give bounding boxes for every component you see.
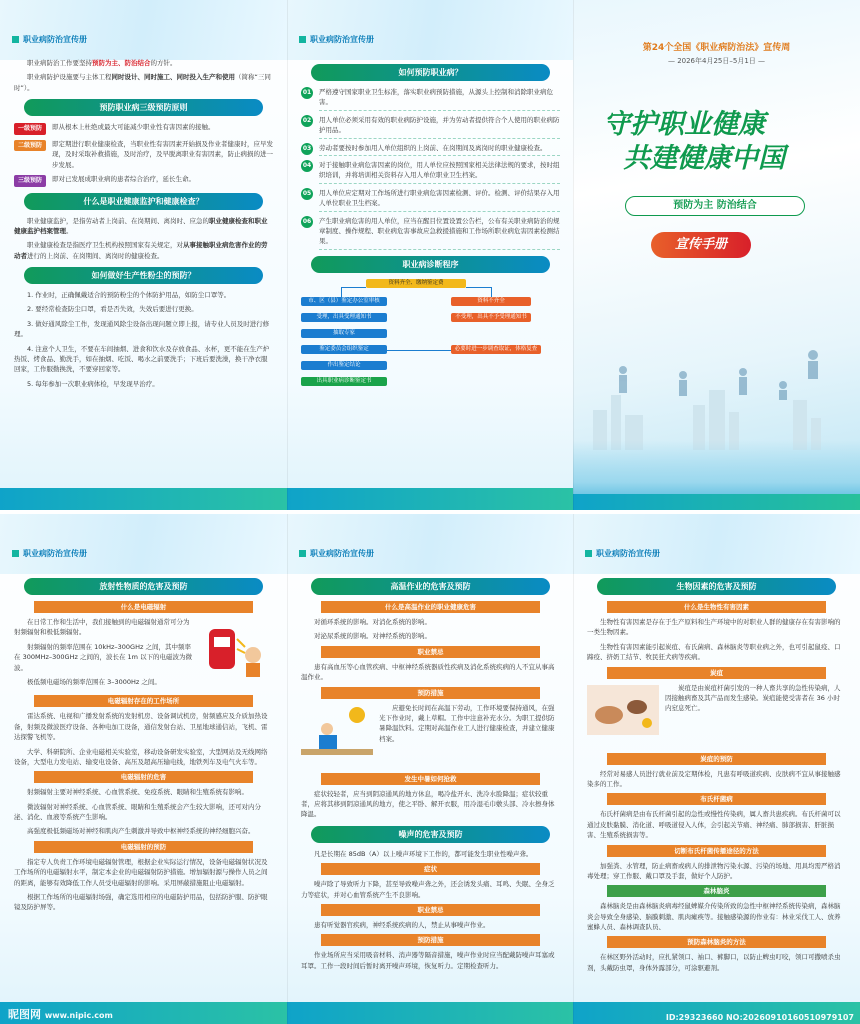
header-square-icon bbox=[12, 550, 19, 557]
section-title-heat: 高温作业的危害及预防 bbox=[311, 578, 550, 595]
sub-title: 什么是高温作业的职业健康危害 bbox=[321, 601, 540, 613]
flow-step: 鉴定委员会组织鉴定 bbox=[301, 345, 387, 355]
flow-step: 受理，出具受理通知书 bbox=[301, 313, 387, 323]
list-item: 03 劳动者要按时参加用人单位组织的上岗前、在岗期间及离岗时的职业健康检查。 bbox=[301, 143, 560, 156]
section-title-three-levels: 预防职业病三级预防原则 bbox=[24, 99, 263, 116]
monitor-paragraph-1: 职业健康监护，是指劳动者上岗前、在岗期间、离岗时、应急的职业健康检查和职业健康监护档案管理。 bbox=[14, 216, 268, 235]
handbook-badge: 宣传手册 bbox=[651, 232, 751, 258]
sub-title: 切断布氏杆菌传播途径的方法 bbox=[607, 845, 826, 857]
panel-radiation: 职业病防治宣传册 放射性物质的危害及预防 什么是电磁辐射 在日常工作和生活中，我们接触到的电磁辐射通常可分为射频辐射和极低频辐射。 射频辐射的频率范围在 10kHz–300GHz 之间，其中频率在 300MHz–300GHz 之间的，波长在 1m 以下的电磁波为微波。 极低频电磁场的频率范围在 3–3000Hz 之间。 电磁辐射存在的工作场所 雷达系统、电视和广播发射系统的发射机房、设备调试机房，射频感应及介质加热设备，射频及微波医疗设备、各种电加工设备，通信发射台站、卫星地球通信站，飞机、雷达探警飞机等。 大学、科研院所、企业电磁相关实验室，移动设备研发实验室，大型网站及无线网络设备，大型电力发电站、输变电设备、高压及超高压输电线，地铁列车及电气火车等。 电磁辐射的危害 射频辐射主要对神经系统、心血管系统、免疫系统、眼睛和生殖系统有影响。 微波辐射对神经系统、心血管系统、眼睛和生殖系统会产生较大影响，还可对内分泌、消化、血液等系统产生影响。 高强度极低频磁场对神经和肌肉产生刺激并导致中枢神经系统的神经细胞兴奋。 电磁辐射的预防 指定专人负责工作环境电磁辐射管理，根据企业实际运行情况，设备电磁辐射状况及工作场所的电磁辐射水平，制定本企业的电磁辐射防护措施。增加辐射源与操作人员之间的距离，能够有效降低工作人员受电磁辐射的影响。采用屏蔽措施阻止电磁辐射。 根据工作场所的电磁辐射场强，确定选用相应的电磁防护用品，包括防护服、防护眼镜及防护屏等。 bbox=[0, 514, 287, 1024]
event-title: 第24个全国《职业病防治法》宣传周 bbox=[642, 43, 791, 53]
brochure-outside-sheet bbox=[0, 0, 860, 510]
sub-title: 职业禁忌 bbox=[321, 904, 540, 916]
list-item: 05 用人单位应定期对工作场所进行职业病危害因素检测、评价。检测、评价结果存入用人单位职业卫生档案。 bbox=[301, 188, 560, 212]
flow-end: 出具职业病诊断鉴定书 bbox=[301, 377, 387, 387]
sub-title: 炭疽的预防 bbox=[607, 753, 826, 765]
section-title-health-monitoring: 什么是职业健康监护和健康检查？ bbox=[24, 193, 263, 210]
header-square-icon bbox=[299, 550, 306, 557]
flow-start: 资料齐全、缴纳鉴定费 bbox=[366, 279, 466, 289]
dust-item: 1. 作业时，正确佩戴适合的预防粉尘的个体防护用品，如防尘口罩等。 bbox=[27, 291, 231, 300]
header-square-icon bbox=[12, 36, 19, 43]
section-title-biological: 生物因素的危害及预防 bbox=[597, 578, 836, 595]
section-title-dust: 如何做好生产性粉尘的预防？ bbox=[24, 267, 263, 284]
panel-heat-noise: 职业病防治宣传册 高温作业的危害及预防 什么是高温作业的职业健康危害 对循环系统的影响。对消化系统的影响。 对泌尿系统的影响。对神经系统的影响。 职业禁忌 患有高血压等心血管疾病、中枢神经系统器质性疾病及消化系统疾病的人不宜从事高温作业。 预防措施 应避免长时间在高温下劳动，工作环境要保持通风，在强光下作业时，戴上草帽。工作中注意补充水分。为职工提供防暑降温饮料。定期对高温作业工人进行健康检查，并建立健康档案。 发生中暑如何抢救 症状较轻者，应当到阴凉通风的地方休息，喝冷盐开水、洗冷水脸降温；症状较重者，应将其移到阴凉通风的地方，使之平卧、解开衣服，用冷湿毛巾敷头部、冷水擦身体降温。 噪声的危害及预防 凡是长期在 85dB（A）以上噪声环境下工作的，都可能发生职业性噪声聋。 症状 噪声除了导致听力下降，甚至导致噪声聋之外，还会诱发头痛、耳鸣、失眠、全身乏力等症状，并对心血管系统产生不良影响。 职业禁忌 患有听觉器官疾病，神经系统疾病的人，禁止从事噪声作业。 预防措施 作业场所应当采用吸音材料、消声器等隔音措施，噪声作业时应当配戴防噪声耳塞或耳罩。工作一段时间后暂时离开噪声环境，恢复听力。定期检查听力。 bbox=[287, 514, 574, 1024]
sub-title: 预防措施 bbox=[321, 934, 540, 946]
sub-title: 电磁辐射的危害 bbox=[34, 771, 253, 783]
panel-cover bbox=[573, 0, 860, 510]
sub-title: 布氏杆菌病 bbox=[607, 793, 826, 805]
header-square-icon bbox=[585, 550, 592, 557]
sub-title: 什么是生物性有害因素 bbox=[607, 601, 826, 613]
section-title-prevent: 如何预防职业病？ bbox=[311, 64, 550, 81]
sub-title: 什么是电磁辐射 bbox=[34, 601, 253, 613]
workers-silhouette-icon bbox=[603, 330, 843, 410]
sub-title: 预防措施 bbox=[321, 687, 540, 699]
dust-item: 5. 每年参加一次职业病体检，早发现早治疗。 bbox=[27, 379, 159, 388]
panel-principles bbox=[0, 0, 287, 510]
sub-title: 发生中暑如何抢救 bbox=[321, 773, 540, 785]
intro-paragraph-1: 职业病防治工作要坚持预防为主、防治结合的方针。 bbox=[27, 59, 177, 67]
sub-title: 症状 bbox=[321, 863, 540, 875]
dust-item: 3. 做好通风除尘工作，发现通风除尘设备出现问题立即上报，请专业人员及时进行修理。 bbox=[14, 319, 270, 339]
sub-title: 职业禁忌 bbox=[321, 646, 540, 658]
event-date: — 2026年4月25日–5月1日 — bbox=[667, 57, 766, 65]
watermark-logo: 昵图网 www.nipic.com bbox=[8, 1008, 113, 1021]
brochure-inside-sheet bbox=[0, 514, 860, 1024]
dust-item: 4. 注意个人卫生，不要在车间抽烟、进食和饮水及存放食品、水杯，更不能在生产炉热饭、烤食品、勤洗手，如在抽烟、吃饭、喝水之前要洗手；下班后要洗澡，换干净衣服回家，工作服勤换洗，不要穿回家等。 bbox=[14, 344, 270, 374]
section-title-noise: 噪声的危害及预防 bbox=[311, 826, 550, 843]
sub-title: 电磁辐射存在的工作场所 bbox=[34, 695, 253, 707]
dust-item: 2. 要经常检查防尘口罩，看是否失效，失效后要进行更换。 bbox=[27, 305, 198, 314]
level-item: 二级预防 即定期进行职业健康检查，当职业性有害因素开始损及作业者健康时，应早发现，及时采取补救措施，及时治疗，及早脱离职业有害因素，防止病损的进一步发展。 bbox=[14, 139, 273, 170]
list-item: 06 产生职业病危害的用人单位，应当在醒目位置设置公告栏，公布有关职业病防治的规章制度、操作规程、职业病危害事故应急救援措施和工作场所职业病危害因素检测结果。 bbox=[301, 216, 560, 250]
sub-title: 预防森林脑炎的方法 bbox=[607, 936, 826, 948]
flow-branch: 资料不齐全 bbox=[451, 297, 531, 307]
level-item: 一级预防 即从根本上杜绝或最大可能减少职业性有害因素的接触。 bbox=[14, 122, 273, 135]
flow-branch: 必要时进一步调查取证，体格复查 bbox=[451, 345, 541, 355]
panel-header: 职业病防治宣传册 bbox=[299, 548, 374, 559]
list-item: 01 严格遵守国家职业卫生标准，落实职业病预防措施，从源头上控制和消除职业病危害。 bbox=[301, 87, 560, 111]
sub-title: 森林脑炎 bbox=[607, 885, 826, 897]
watermark-id: ID:29323660 NO:20260910160510979107 bbox=[665, 1013, 854, 1022]
section-title-radiation: 放射性物质的危害及预防 bbox=[24, 578, 263, 595]
radiation-cartoon-icon bbox=[201, 619, 273, 681]
cover-main-title: 守护职业健康 共建健康中国 bbox=[603, 109, 785, 174]
diagnosis-flowchart bbox=[301, 279, 560, 399]
flow-step: 市、区（县）鉴定办公室审核 bbox=[301, 297, 387, 307]
sub-title: 电磁辐射的预防 bbox=[34, 841, 253, 853]
header-square-icon bbox=[299, 36, 306, 43]
panel-biological: 职业病防治宣传册 生物因素的危害及预防 什么是生物性有害因素 生物性有害因素是存在于生产原料和生产环境中的对职业人群的健康存在有害影响的一类生物因素。 生物性有害因素能引起炭疽、布氏菌病、森林脑炎等职业病之外，也可引起鼠疫、口蹄疫、挤奶工结节、牧民狂犬病等疾病。 炭疽 炭疽是由炭疽杆菌引发的一种人畜共享的急性传染病，人因接触病畜及其产品而发生感染。炭疽能使受害者在 36 小时内窒息死亡。 炭疽的预防 经常对易感人员进行就业前及定期体检，凡患有呼吸道疾病、皮肤病不宜从事接触感染多的工作。 布氏杆菌病 布氏杆菌病是由布氏杆菌引起的急性或慢性传染病，属人畜共患疾病。布氏杆菌可以通过皮肤黏膜、消化道、呼吸道侵入人体，会引起关节痛、神经痛、肺部损害、肝脏损害、生殖系统损害等。 切断布氏杆菌传播途径的方法 加强粪、水管理，防止病畜或病人的排泄物污染水源、污染的场地、用具均需严格消毒处理；穿工作服、戴口罩及手套，做好个人防护。 森林脑炎 森林脑炎是由森林脑炎病毒经鼠蜱媒介传染所致的急性中枢神经系统传染病，森林脑炎会导致全身感染、脑膜刺激、肌肉瘫痪等。接触感染源的作业有：林业采伐工人、放养蜜蜂人员、森林调查队员、 预防森林脑炎的方法 在林区野外活动时，应扎紧领口、袖口、裤脚口，以防止蜱虫叮咬，领口可撒喷杀虫剂，头戴防虫罩，身体外露部分，可涂驱避剂。 bbox=[573, 514, 860, 1024]
animals-cartoon-icon bbox=[587, 685, 659, 747]
level-item: 三级预防 即对已发展成职业病的患者综合治疗，延长生命。 bbox=[14, 174, 273, 187]
panel-header: 职业病防治宣传册 bbox=[585, 548, 660, 559]
panel-header: 职业病防治宣传册 bbox=[299, 34, 374, 45]
flow-step: 抽取专家 bbox=[301, 329, 387, 339]
section-title-diagnosis: 职业病诊断程序 bbox=[311, 256, 550, 273]
panel-header: 职业病防治宣传册 bbox=[12, 34, 87, 45]
list-item: 02 用人单位必须采用有效的职业病防护设施，并为劳动者提供符合个人使用的职业病防护用品。 bbox=[301, 115, 560, 139]
list-item: 04 对于接触职业病危害因素的岗位，用人单位应按照国家相关法律法规的要求，按时组织培训，并将培训相关资料存入用人单位职业卫生档案。 bbox=[301, 160, 560, 184]
flow-step: 作出鉴定结论 bbox=[301, 361, 387, 371]
heat-worker-cartoon-icon bbox=[301, 705, 373, 767]
monitor-paragraph-2: 职业健康检查是指医疗卫生机构按照国家有关规定，对从事接触职业病危害作业的劳动者进行的上岗前、在岗期间、离岗时的健康检查。 bbox=[14, 241, 268, 260]
flow-branch: 不受理，出具不予受理通知书 bbox=[451, 313, 531, 323]
panel-prevention bbox=[287, 0, 574, 510]
panel-header: 职业病防治宣传册 bbox=[12, 548, 87, 559]
cover-slogan: 预防为主 防治结合 bbox=[625, 196, 805, 216]
sub-title: 炭疽 bbox=[607, 667, 826, 679]
intro-paragraph-2: 职业病防护设施要与主体工程同时设计、同时施工、同时投入生产和使用（简称“三同时”）。 bbox=[14, 73, 271, 92]
